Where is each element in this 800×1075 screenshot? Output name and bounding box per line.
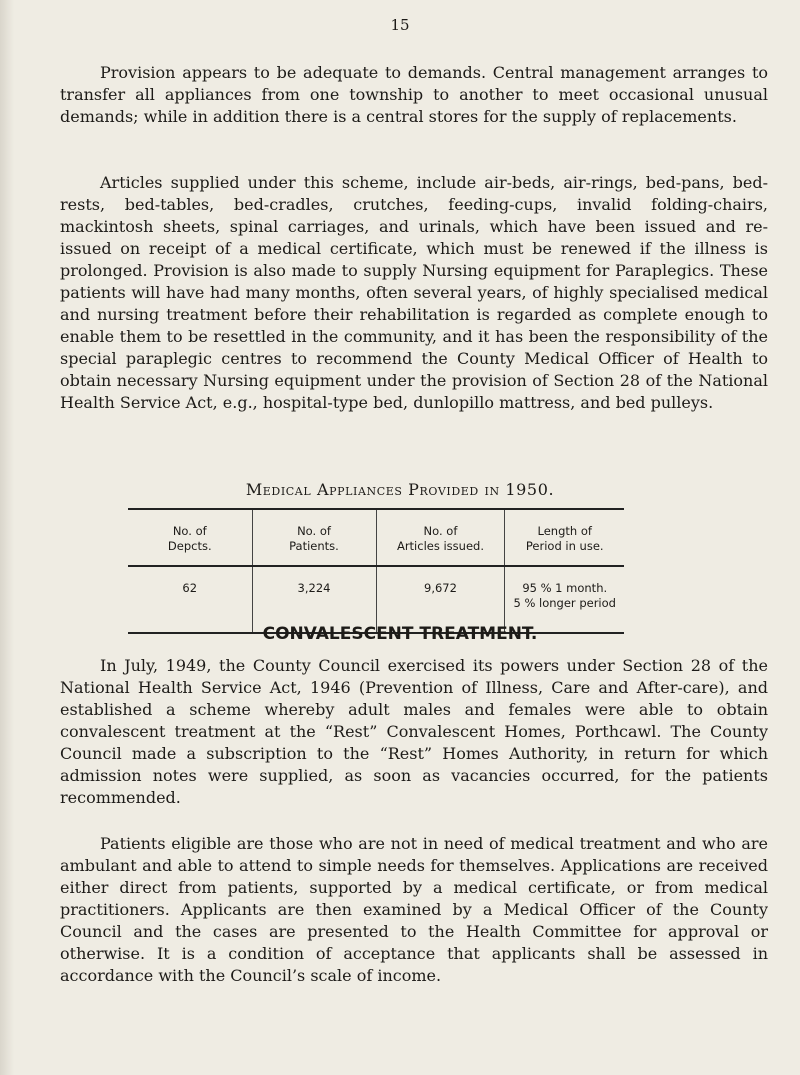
header-period-line-2: Period in use. xyxy=(525,539,604,553)
paragraph-eligibility: Patients eligible are those who are not in need of medical treatment and who are ambulant and able to attend to simple needs for themselves. Applications are received either direct from patients, supported by a medical certificate, or from medical practitioners. Applicants are then examined by a Medical Officer of the County Council and the cases are presented to the Health Committee for approval or otherwise. It is a condition of acceptance that applicants shall be assessed in accordance with the Council’s scale of income. xyxy=(60,834,768,985)
header-articles-line-1: No. of xyxy=(423,524,458,538)
header-depots-line-1: No. of xyxy=(172,524,207,538)
header-patients xyxy=(252,509,376,566)
header-patients-line-1: No. of xyxy=(297,524,331,538)
header-articles-line-2: Articles issued. xyxy=(396,539,484,553)
paragraph-provision: Provision appears to be adequate to demands. Central management arranges to transfer all appliances from one township to another to meet occasional unusual demands; while in addition there is a central stores for the supply of replacements. xyxy=(60,63,768,126)
paragraph-convalescent-scheme: In July, 1949, the County Council exercised its powers under Section 28 of the National Health Service Act, 1946 (Prevention of Illness, Care and After-care), and established a scheme whereby adult males and females were able to obtain convalescent treatment at the “Rest” Convalescent Homes, Porthcawl. The County Council made a subscription to the “Rest” Homes Authority, in return for which admission notes were supplied, as soon as vacancies occurred, for the patients recommended. xyxy=(60,656,768,807)
cell-patients xyxy=(252,566,376,633)
paragraph-articles-supplied: Articles supplied under this scheme, include air-beds, air-rings, bed-pans, bed-rests, bed-tables, bed-cradles, crutches, feeding-cups, invalid folding-chairs, mackintosh sheets, spinal carriages, and urinals, which have been issued and re-issued on receipt of a medical certificate, which must be renewed if the illness is prolonged. Provision is also made to supply Nursing equipment for Paraplegics. These patients will have had many months, often several years, of highly specialised medical and nursing treatment before their rehabilitation is regarded as complete enough to enable them to be resettled in the community, and it has been the responsibility of the special paraplegic centres to recommend the County Medical Officer of Health to obtain necessary Nursing equipment under the provision of Section 28 of the National Health Service Act, e.g., hospital-type bed, dunlopillo mattress, and bed pulleys. xyxy=(60,173,768,412)
cell-depots-value: 62 xyxy=(182,581,198,595)
cell-period-line-2: 5 % longer period xyxy=(513,596,616,610)
cell-period-line-1: 95 % 1 month. xyxy=(522,581,608,595)
section-heading-convalescent: CONVALESCENT TREATMENT. xyxy=(262,624,538,644)
cell-patients-value: 3,224 xyxy=(297,581,331,595)
cell-articles xyxy=(376,566,505,633)
header-period-line-1: Length of xyxy=(537,524,592,538)
header-depots-line-2: Depcts. xyxy=(167,539,212,553)
cell-articles-value: 9,672 xyxy=(424,581,457,595)
header-patients-line-2: Patients. xyxy=(289,539,339,553)
table-title: Medical Appliances Provided in 1950. xyxy=(245,480,555,499)
appliances-table xyxy=(128,508,624,634)
cell-period xyxy=(505,566,624,633)
header-depots xyxy=(128,509,252,566)
table-row xyxy=(128,566,624,633)
page-binding-edge xyxy=(0,0,14,1075)
table-header-row xyxy=(128,509,624,566)
cell-depots xyxy=(128,566,252,633)
page-number: 15 xyxy=(390,16,410,34)
header-articles xyxy=(376,509,505,566)
header-period xyxy=(505,509,624,566)
